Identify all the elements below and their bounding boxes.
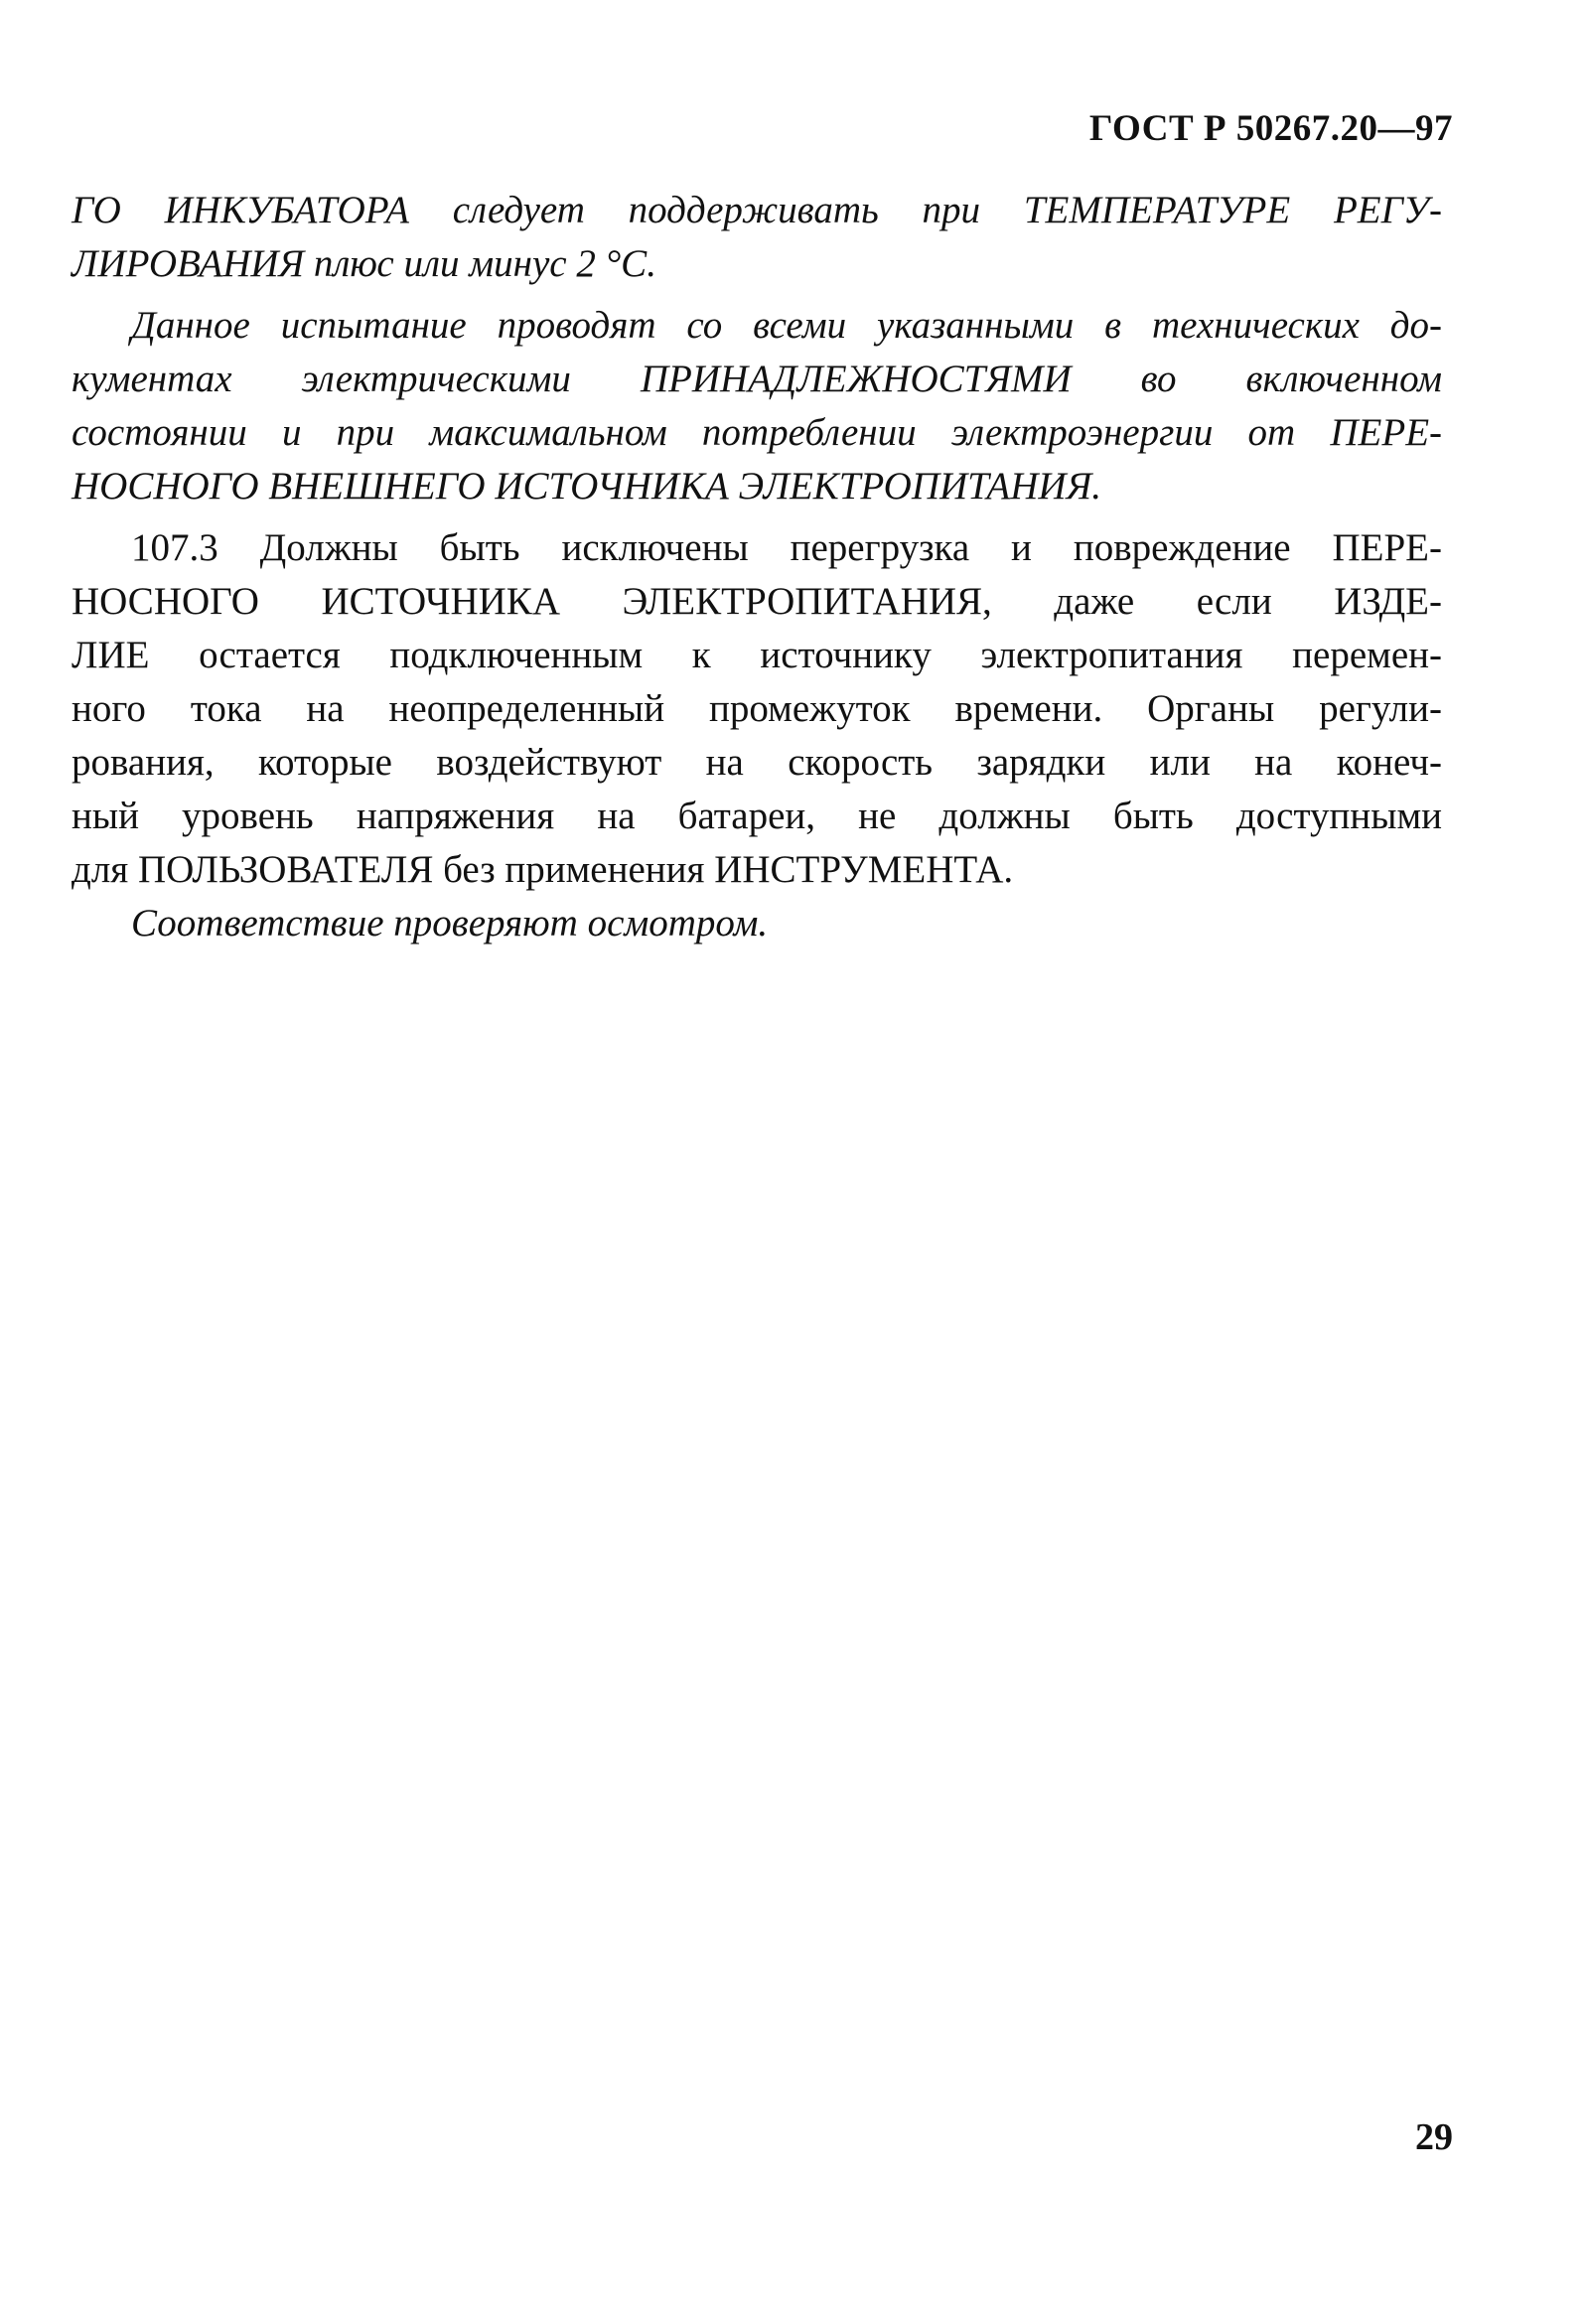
text-line: НОСНОГО ИСТОЧНИКА ЭЛЕКТРОПИТАНИЯ, даже если ИЗДЕ- bbox=[72, 580, 1442, 623]
text-line: рования, которые воздействуют на скорость зарядки или на конеч- bbox=[72, 741, 1442, 784]
text-line: 107.3 Должны быть исключены перегрузка и повреждение ПЕРЕ- bbox=[131, 526, 1442, 569]
text-line: ГО ИНКУБАТОРА следует поддерживать при ТЕМПЕРАТУРЕ РЕГУ- bbox=[72, 189, 1442, 231]
text-line: НОСНОГО ВНЕШНЕГО ИСТОЧНИКА ЭЛЕКТРОПИТАНИЯ. bbox=[72, 465, 1101, 508]
text-line: ЛИЕ остается подключенным к источнику электропитания перемен- bbox=[72, 634, 1442, 676]
text-line: ЛИРОВАНИЯ плюс или минус 2 °С. bbox=[72, 242, 656, 285]
text-line: состоянии и при максимальном потреблении электроэнергии от ПЕРЕ- bbox=[72, 411, 1442, 454]
text-line: кументах электрическими ПРИНАДЛЕЖНОСТЯМИ во включенном bbox=[72, 358, 1442, 400]
text-line: ного тока на неопределенный промежуток времени. Органы регули- bbox=[72, 687, 1442, 730]
text-line: ный уровень напряжения на батареи, не должны быть доступными bbox=[72, 795, 1442, 837]
document-body bbox=[72, 184, 1442, 950]
text-line: для ПОЛЬЗОВАТЕЛЯ без применения ИНСТРУМЕНТА. bbox=[72, 848, 1014, 891]
paragraph-107-3 bbox=[72, 521, 1442, 897]
text-line: Данное испытание проводят со всеми указанными в технических до- bbox=[131, 304, 1442, 347]
page-number: 29 bbox=[1415, 2116, 1453, 2158]
paragraph-compliance-check bbox=[72, 897, 1442, 950]
document-header-code: ГОСТ Р 50267.20—97 bbox=[1088, 108, 1453, 149]
paragraph-incubator-temperature bbox=[72, 184, 1442, 291]
text-line: Соответствие проверяют осмотром. bbox=[131, 902, 769, 944]
paragraph-test-conditions bbox=[72, 299, 1442, 513]
